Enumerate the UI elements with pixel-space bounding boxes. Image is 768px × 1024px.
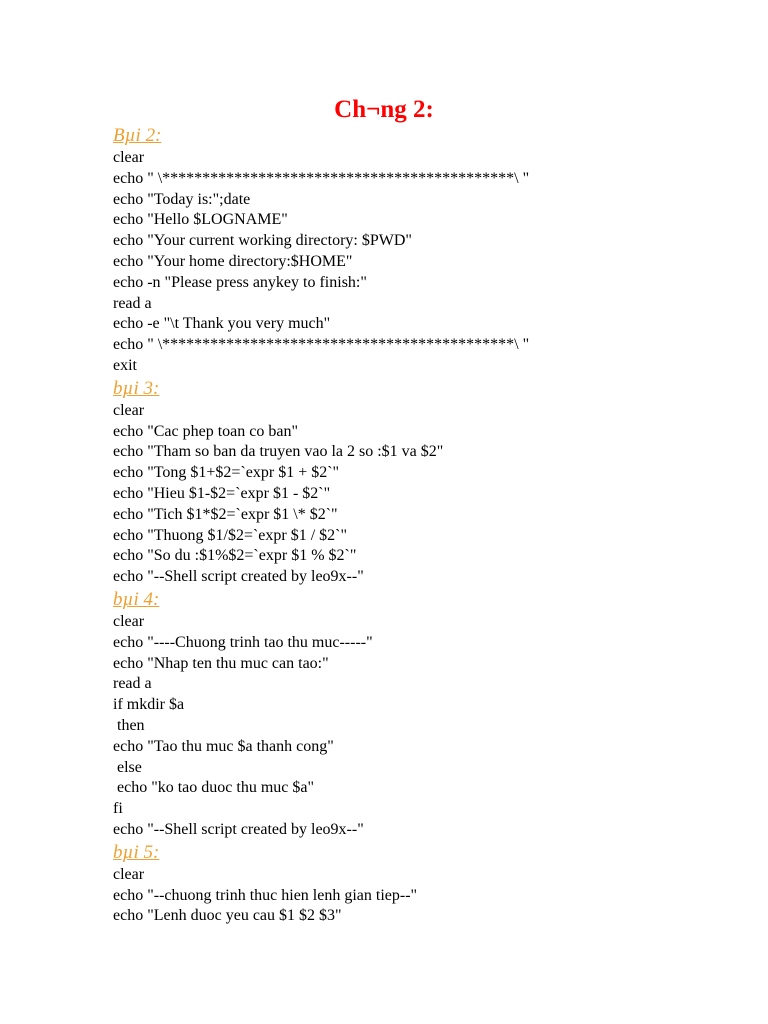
code-line: read a <box>113 294 152 312</box>
code-line: then <box>113 716 145 734</box>
section-heading: Bµi 2: <box>113 125 162 146</box>
code-line: echo "Thuong $1/$2=`expr $1 / $2`" <box>113 526 348 544</box>
section-bai-3 <box>113 377 733 588</box>
section-heading: bµi 5: <box>113 841 160 863</box>
code-line: else <box>113 758 142 776</box>
code-line: echo "Lenh duoc yeu cau $1 $2 $3" <box>113 907 342 925</box>
code-line: echo "--Shell script created by leo9x--" <box>113 568 364 586</box>
code-line: echo "ko tao duoc thu muc $a" <box>113 779 315 797</box>
code-line: echo "Hello $LOGNAME" <box>113 211 288 229</box>
code-line: echo "--chuong trinh thuc hien lenh gian tiep--" <box>113 886 418 904</box>
code-line: clear <box>113 865 145 883</box>
code-line: echo "Tich $1*$2=`expr $1 \* $2`" <box>113 505 338 523</box>
code-line: clear <box>113 401 145 419</box>
code-line: echo "Today is:";date <box>113 190 251 208</box>
code-line: echo " \********************************************\ " <box>113 169 530 187</box>
code-line: echo "----Chuong trinh tao thu muc-----" <box>113 633 373 651</box>
code-line: echo "Your current working directory: $PWD" <box>113 232 412 250</box>
code-line: echo "Tao thu muc $a thanh cong" <box>113 737 334 755</box>
document-body <box>113 124 733 927</box>
code-line: echo -n "Please press anykey to finish:" <box>113 273 367 291</box>
code-line: fi <box>113 800 123 818</box>
code-line: read a <box>113 675 152 693</box>
code-line: echo "Cac phep toan co ban" <box>113 422 298 440</box>
section-bai-5 <box>113 841 733 927</box>
section-heading: bµi 3: <box>113 377 160 399</box>
code-line: echo "Tham so ban da truyen vao la 2 so :$1 va $2" <box>113 443 444 461</box>
code-line: echo " \********************************************\ " <box>113 336 530 354</box>
page-title: Ch¬ng 2: <box>334 96 434 123</box>
code-line: echo "--Shell script created by leo9x--" <box>113 820 364 838</box>
code-line: echo "Nhap ten thu muc can tao:" <box>113 654 329 672</box>
code-line: echo "Hieu $1-$2=`expr $1 - $2`" <box>113 484 331 502</box>
code-line: if mkdir $a <box>113 696 185 714</box>
code-line: echo "Tong $1+$2=`expr $1 + $2`" <box>113 464 340 482</box>
section-bai-2 <box>113 124 733 377</box>
section-heading: bµi 4: <box>113 588 160 610</box>
code-line: exit <box>113 356 137 374</box>
code-line: clear <box>113 149 145 166</box>
code-line: echo "So du :$1%$2=`expr $1 % $2`" <box>113 547 357 565</box>
code-line: echo -e "\t Thank you very much" <box>113 315 331 333</box>
code-line: echo "Your home directory:$HOME" <box>113 252 353 270</box>
section-bai-4 <box>113 588 733 841</box>
code-line: clear <box>113 612 145 630</box>
